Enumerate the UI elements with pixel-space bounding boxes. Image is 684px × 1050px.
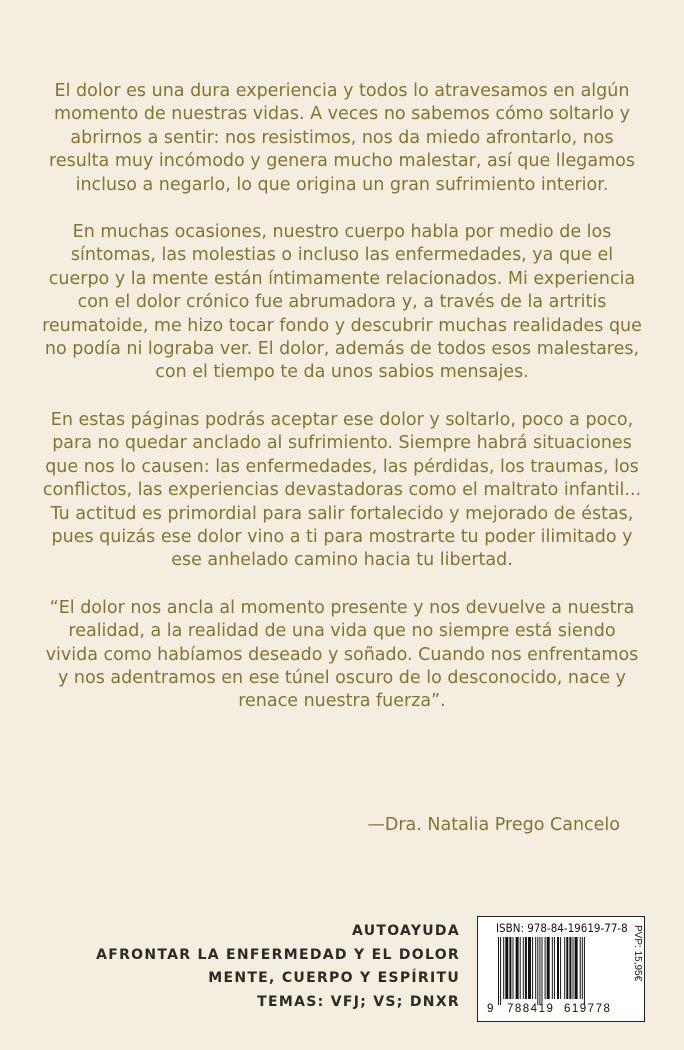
- isbn-barcode-box: [477, 916, 645, 1022]
- blurb-paragraph-1: El dolor es una dura experiencia y todos lo atravesamos en algún momento de nuestras vidas. A veces no sabemos cómo soltarlo y abrirnos a sentir: nos resistimos, nos da miedo afrontarlo, nos resulta muy incómodo y genera mucho malestar, así que llegamos incluso a negarlo, lo que origina un gran sufrimiento interior.: [49, 81, 635, 195]
- blurb-paragraph-2: En muchas ocasiones, nuestro cuerpo habla por medio de los síntomas, las molestias o incluso las enfermedades, ya que el cuerpo y la mente están íntimamente relacionados. Mi experiencia con el dolor crónico fue abrumadora y, a través de la artritis reumatoide, me hizo tocar fondo y descubrir muchas realidades que no podía ni lograba ver. El dolor, además de todos esos malestares, con el tiempo te da unos sabios mensajes.: [42, 222, 642, 383]
- blurb-paragraph-3: En estas páginas podrás aceptar ese dolor y soltarlo, poco a poco, para no quedar anclado al sufrimiento. Siempre habrá situaciones que nos lo causen: las enfermedades, las pérdidas, los traumas, los conflictos, las experiencias devastadoras como el maltrato infantil... Tu actitud es primordial para salir fortalecido y mejorado de éstas, pues quizás ese dolor vino a ti para mostrarte tu poder ilimitado y ese anhelado camino hacia tu libertad.: [42, 409, 642, 571]
- quote-attribution: —Dra. Natalia Prego Cancelo: [367, 815, 620, 835]
- barcode-digit-group-1: 788419: [507, 1003, 555, 1015]
- category-line-3: MENTE, CUERPO Y ESPÍRITU: [208, 970, 460, 986]
- barcode-digit-group-2: 619778: [564, 1003, 612, 1015]
- isbn-label: ISBN: 978-84-19619-77-8: [496, 921, 628, 935]
- subject-categories: [96, 920, 460, 1014]
- category-line-1: AUTOAYUDA: [351, 923, 460, 939]
- category-line-4: TEMAS: VFJ; VS; DNXR: [257, 993, 460, 1010]
- blurb-quote: “El dolor nos ancla al momento presente y nos devuelve a nuestra realidad, a la realidad de una vida que no siempre está siendo vivida como habíamos deseado y soñado. Cuando nos enfrentamos y nos adentramos en ese túnel oscuro de lo desconocido, nace y renace nuestra fuerza”.: [45, 597, 639, 712]
- barcode-bars: [496, 937, 626, 1005]
- price-label: PVP: 15,95€: [632, 925, 643, 982]
- category-line-2: AFRONTAR LA ENFERMEDAD Y EL DOLOR: [96, 946, 460, 963]
- barcode-digit-first: 9: [487, 1003, 494, 1015]
- back-cover-blurb: [40, 80, 644, 736]
